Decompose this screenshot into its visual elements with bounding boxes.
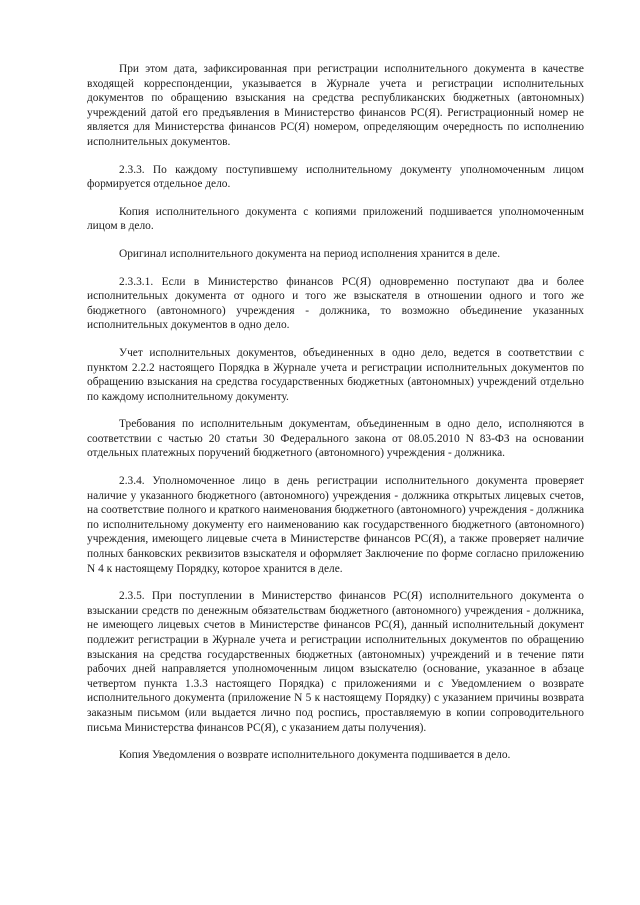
paragraph-notice-copy: Копия Уведомления о возврате исполнительного документа подшивается в дело.	[119, 749, 511, 762]
paragraph-registration-date: При этом дата, зафиксированная при регистрации исполнительного документа в качестве входящей корреспонденции, указывается в Журнале учета и регистрации исполнительных документов по обращению взыскания на средства республиканских бюджетных (автономных) учреждений датой его предъявления в Министерство финансов РС(Я). Регистрационный номер не является для Министерства финансов РС(Я) номером, определяющим очередность по исполнению исполнительных документов.	[87, 63, 584, 148]
paragraph-2-3-5: 2.3.5. При поступлении в Министерство финансов РС(Я) исполнительного документа о взыскании средств по денежным обязательствам бюджетного (автономного) учреждения - должника, не имеющего лицевых счетов в Министерстве финансов РС(Я), данный исполнительный документ подлежит регистрации в Журнале учета и регистрации исполнительных документов по обращению взыскания на средства государственных бюджетных (автономных) учреждений и в течение пяти рабочих дней направляется уполномоченным лицом взыскателю (основание, указанное в абзаце четвертом пункта 1.3.3 настоящего Порядка) с приложениями и с Уведомлением о возврате исполнительного документа (приложение N 5 к настоящему Порядку) с указанием причины возврата заказным письмом (или выдается лично под роспись, проставляемую в копии сопроводительного письма Министерства финансов РС(Я), с указанием даты получения).	[87, 590, 584, 734]
paragraph-requirements-execution: Требования по исполнительным документам, объединенным в одно дело, исполняются в соответствии с частью 20 статьи 30 Федерального закона от 08.05.2010 N 83-ФЗ на основании отдельных платежных поручений бюджетного (автономного) учреждения - должника.	[87, 418, 584, 460]
paragraph-2-3-3: 2.3.3. По каждому поступившему исполнительному документу уполномоченным лицом формируется отдельное дело.	[87, 163, 584, 191]
paragraph-copy-attached: Копия исполнительного документа с копиями приложений подшивается уполномоченным лицом в дело.	[87, 205, 584, 233]
paragraph-combined-accounting: Учет исполнительных документов, объединенных в одно дело, ведется в соответствии с пунктом 2.2.2 настоящего Порядка в Журнале учета и регистрации исполнительных документов по обращению взыскания на средства государственных бюджетных (автономных) учреждений отдельно по каждому исполнительному документу.	[87, 346, 584, 403]
paragraph-2-3-4: 2.3.4. Уполномоченное лицо в день регистрации исполнительного документа проверяет наличие у указанного бюджетного (автономного) учреждения - должника открытых лицевых счетов, на соответствие полного и краткого наименования бюджетного (автономного) учреждения - должника по исполнительному документу его наименованию как государственного бюджетного (автономного) учреждения, имеющего лицевые счета в Министерстве финансов РС(Я), а также проверяет наличие полных банковских реквизитов взыскателя и оформляет Заключение по форме согласно приложению N 4 к настоящему Порядку, которое хранится в деле.	[87, 475, 584, 575]
paragraph-2-3-3-1: 2.3.3.1. Если в Министерство финансов РС(Я) одновременно поступают два и более исполнительных документа от одного и того же взыскателя в отношении одного и того же бюджетного (автономного) учреждения - должника, то возможно объединение указанных исполнительных документов в одно дело.	[87, 275, 584, 332]
paragraph-original-stored: Оригинал исполнительного документа на период исполнения хранится в деле.	[119, 247, 501, 260]
